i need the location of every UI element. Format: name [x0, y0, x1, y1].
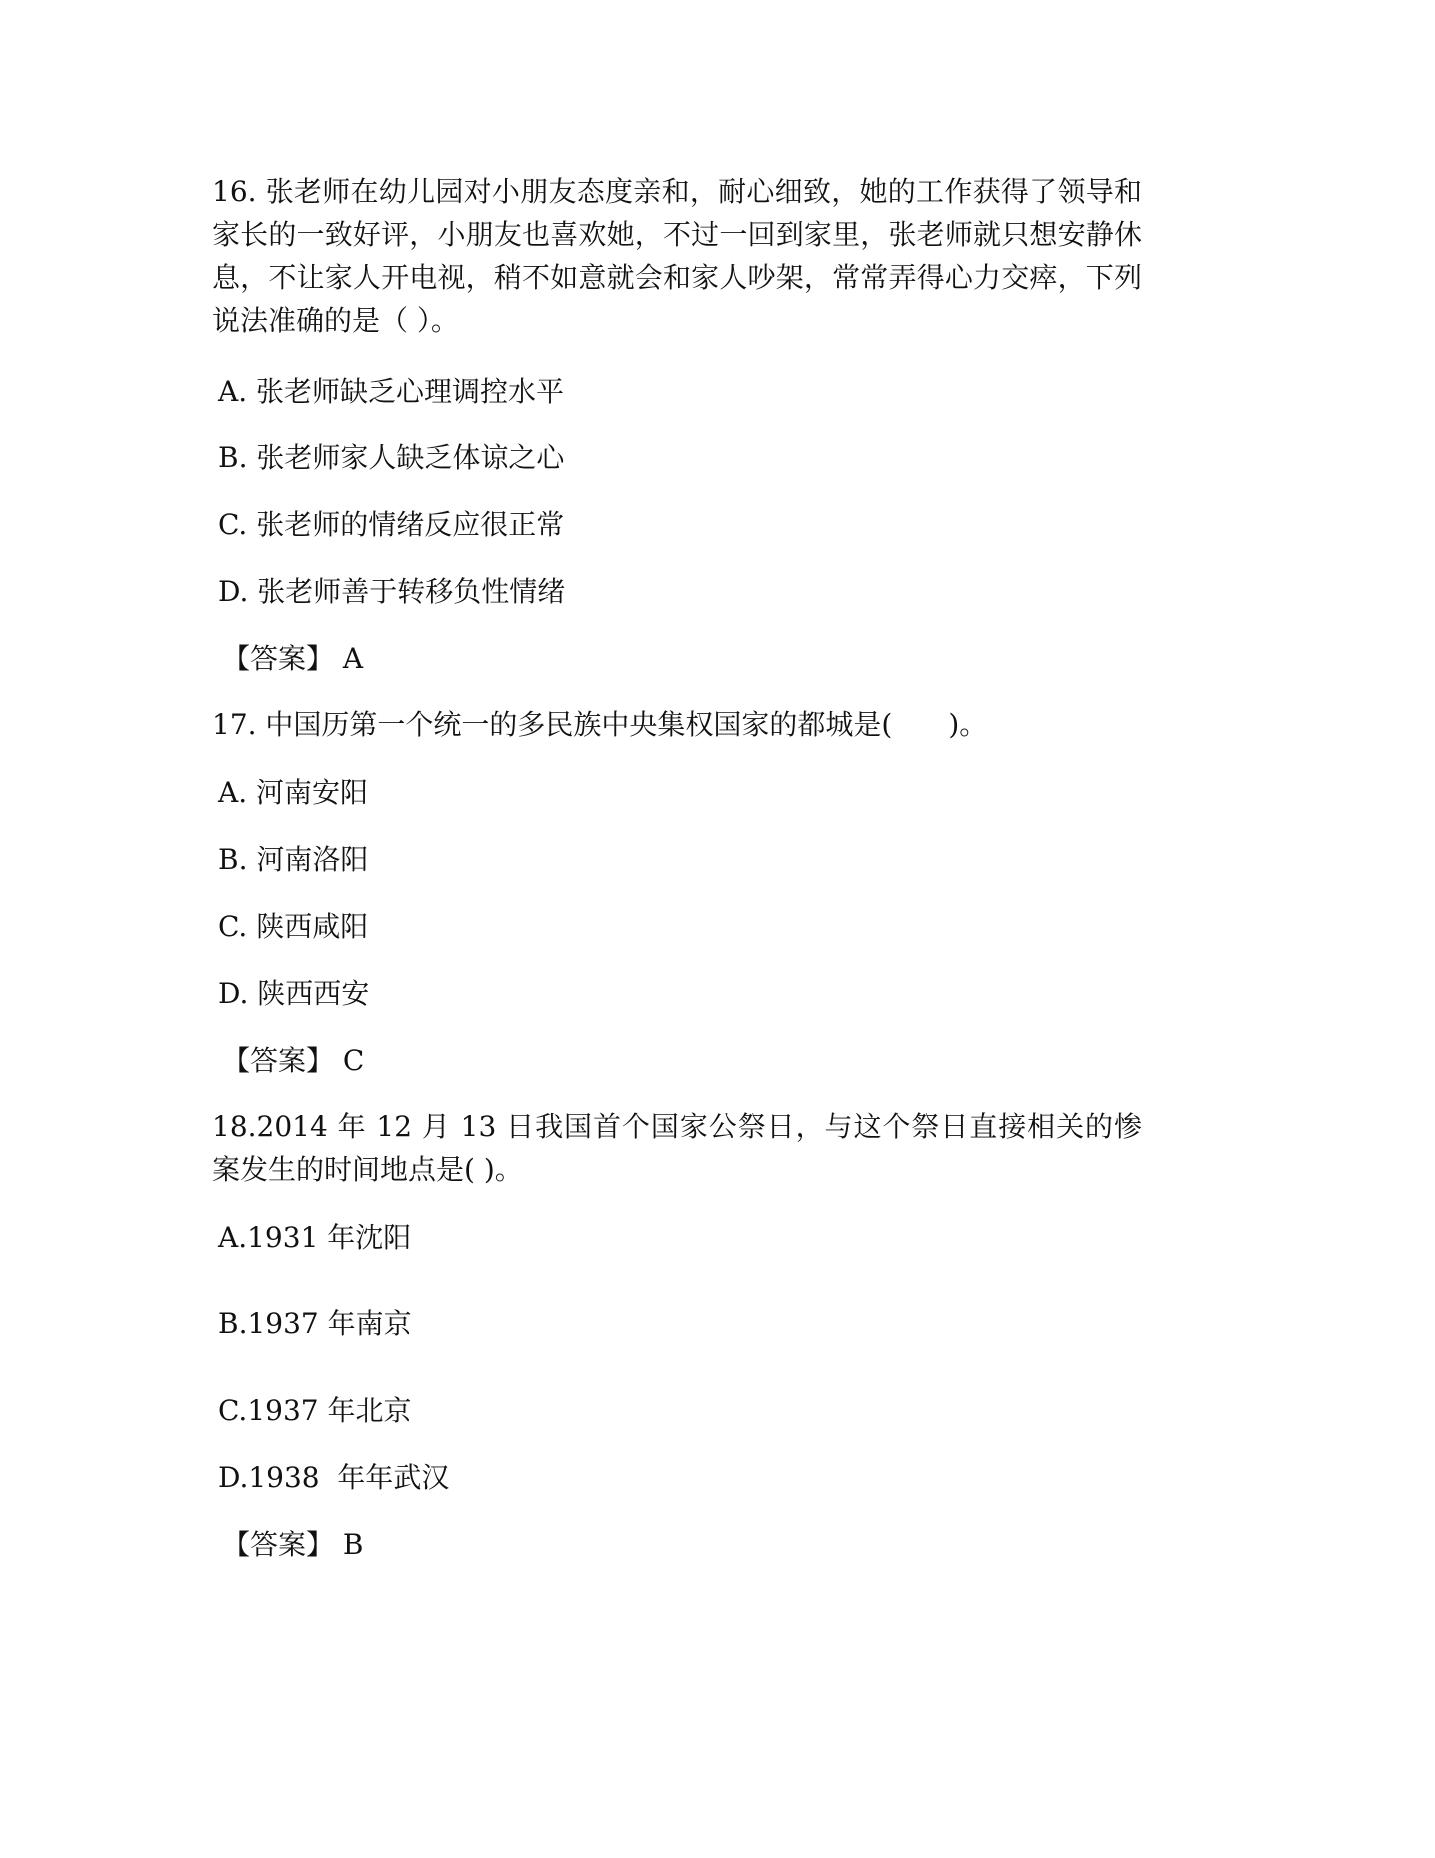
question-16-option-b: B. 张老师家人缺乏体谅之心	[218, 441, 565, 474]
question-17-option-d: D. 陕西西安	[218, 977, 370, 1010]
question-16-answer: 【答案】 A	[222, 642, 364, 675]
question-17-answer: 【答案】 C	[222, 1044, 365, 1077]
question-16-option-a: A. 张老师缺乏心理调控水平	[218, 375, 565, 408]
question-17-option-a: A. 河南安阳	[218, 776, 369, 809]
question-17-stem: 17. 中国历第一个统一的多民族中央集权国家的都城是( )。	[212, 708, 988, 741]
question-17-option-c: C. 陕西咸阳	[218, 910, 369, 943]
question-16-stem: 16. 张老师在幼儿园对小朋友态度亲和，耐心细致，她的工作获得了领导和家长的一致好评，小朋友也喜欢她，不过一回到家里，张老师就只想安静休息，不让家人开电视，稍不如意就会和家人吵架，常常弄得心力交瘁，下列说法准确的是（ ）。	[212, 175, 1142, 337]
question-17-option-b: B. 河南洛阳	[218, 843, 369, 876]
question-18-stem: 18.2014 年 12 月 13 日我国首个国家公祭日，与这个祭日直接相关的惨案发生的时间地点是( )。	[212, 1110, 1142, 1186]
question-16-option-c: C. 张老师的情绪反应很正常	[218, 508, 565, 541]
question-16-option-d: D. 张老师善于转移负性情绪	[218, 575, 566, 608]
question-18-answer: 【答案】 B	[222, 1528, 364, 1561]
question-18-option-c: C.1937 年北京	[218, 1394, 412, 1427]
question-18-option-a: A.1931 年沈阳	[218, 1221, 412, 1254]
question-18-option-b: B.1937 年南京	[218, 1307, 412, 1340]
question-18-option-d: D.1938 年年武汉	[218, 1461, 450, 1494]
